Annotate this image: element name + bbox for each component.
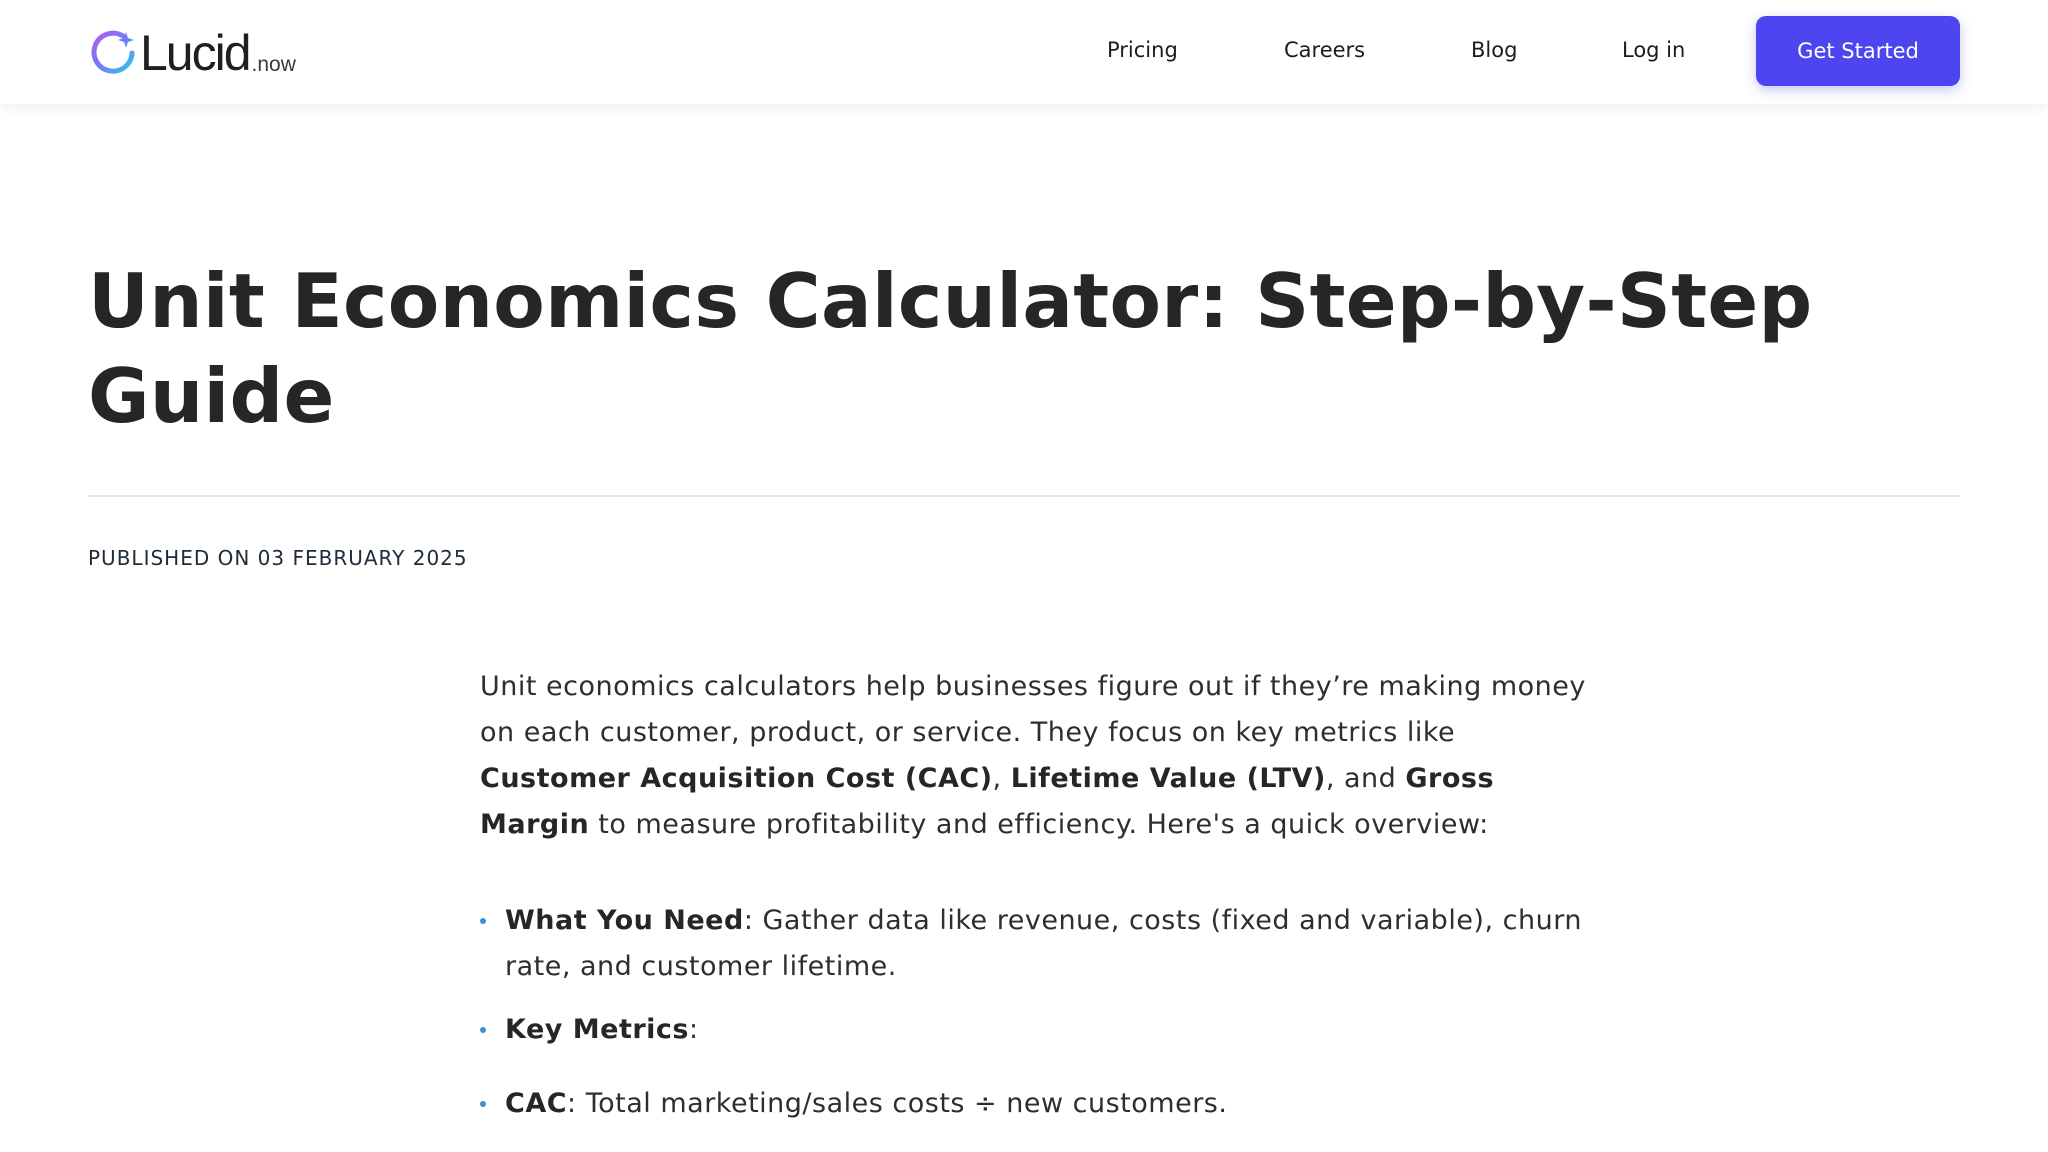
list-item-term: Key Metrics bbox=[505, 1014, 689, 1045]
nav-pricing[interactable]: Pricing bbox=[1107, 38, 1178, 62]
bullet-dot-icon bbox=[480, 1101, 486, 1107]
intro-text: Unit economics calculators help businesses figure out if they’re making money on each customer, product, or service. They focus on key metrics like bbox=[480, 671, 1586, 748]
list-item bbox=[480, 898, 1610, 990]
intro-text: to measure profitability and efficiency. Here's a quick overview: bbox=[589, 809, 1489, 840]
site-header bbox=[0, 0, 2048, 104]
list-item-text: : Gather data like revenue, costs (fixed and variable), churn rate, and customer lifetime. bbox=[505, 905, 1582, 982]
list-item bbox=[480, 1007, 1610, 1053]
intro-text: , and bbox=[1325, 763, 1406, 794]
list-item bbox=[480, 1081, 1610, 1127]
intro-bold-cac: Customer Acquisition Cost (CAC) bbox=[480, 763, 993, 794]
page-title: Unit Economics Calculator: Step-by-Step Guide bbox=[88, 257, 1813, 440]
intro-paragraph bbox=[480, 664, 1610, 848]
intro-bold-ltv: Lifetime Value (LTV) bbox=[1010, 763, 1326, 794]
list-item-text: : Total marketing/sales costs ÷ new customers. bbox=[567, 1088, 1228, 1119]
nav-login[interactable]: Log in bbox=[1622, 38, 1686, 62]
nav-careers[interactable]: Careers bbox=[1284, 38, 1366, 62]
title-divider bbox=[88, 495, 1960, 497]
list-item-term: CAC bbox=[505, 1088, 568, 1119]
intro-bold-gross-margin: Gross Margin bbox=[480, 763, 1495, 840]
logo-wordmark: Lucid bbox=[140, 25, 250, 81]
list-item-text: : bbox=[689, 1014, 699, 1045]
nav-blog[interactable]: Blog bbox=[1471, 38, 1518, 62]
list-item-term: What You Need bbox=[505, 905, 744, 936]
bullet-dot-icon bbox=[480, 1027, 486, 1033]
published-date: PUBLISHED ON 03 FEBRUARY 2025 bbox=[88, 546, 468, 570]
logo-suffix: .now bbox=[251, 53, 296, 76]
article-body bbox=[480, 664, 1610, 1144]
get-started-button[interactable]: Get Started bbox=[1756, 16, 1960, 86]
summary-list bbox=[480, 898, 1610, 1127]
intro-text: , bbox=[992, 763, 1011, 794]
main-nav bbox=[0, 0, 2048, 104]
bullet-dot-icon bbox=[480, 918, 486, 924]
